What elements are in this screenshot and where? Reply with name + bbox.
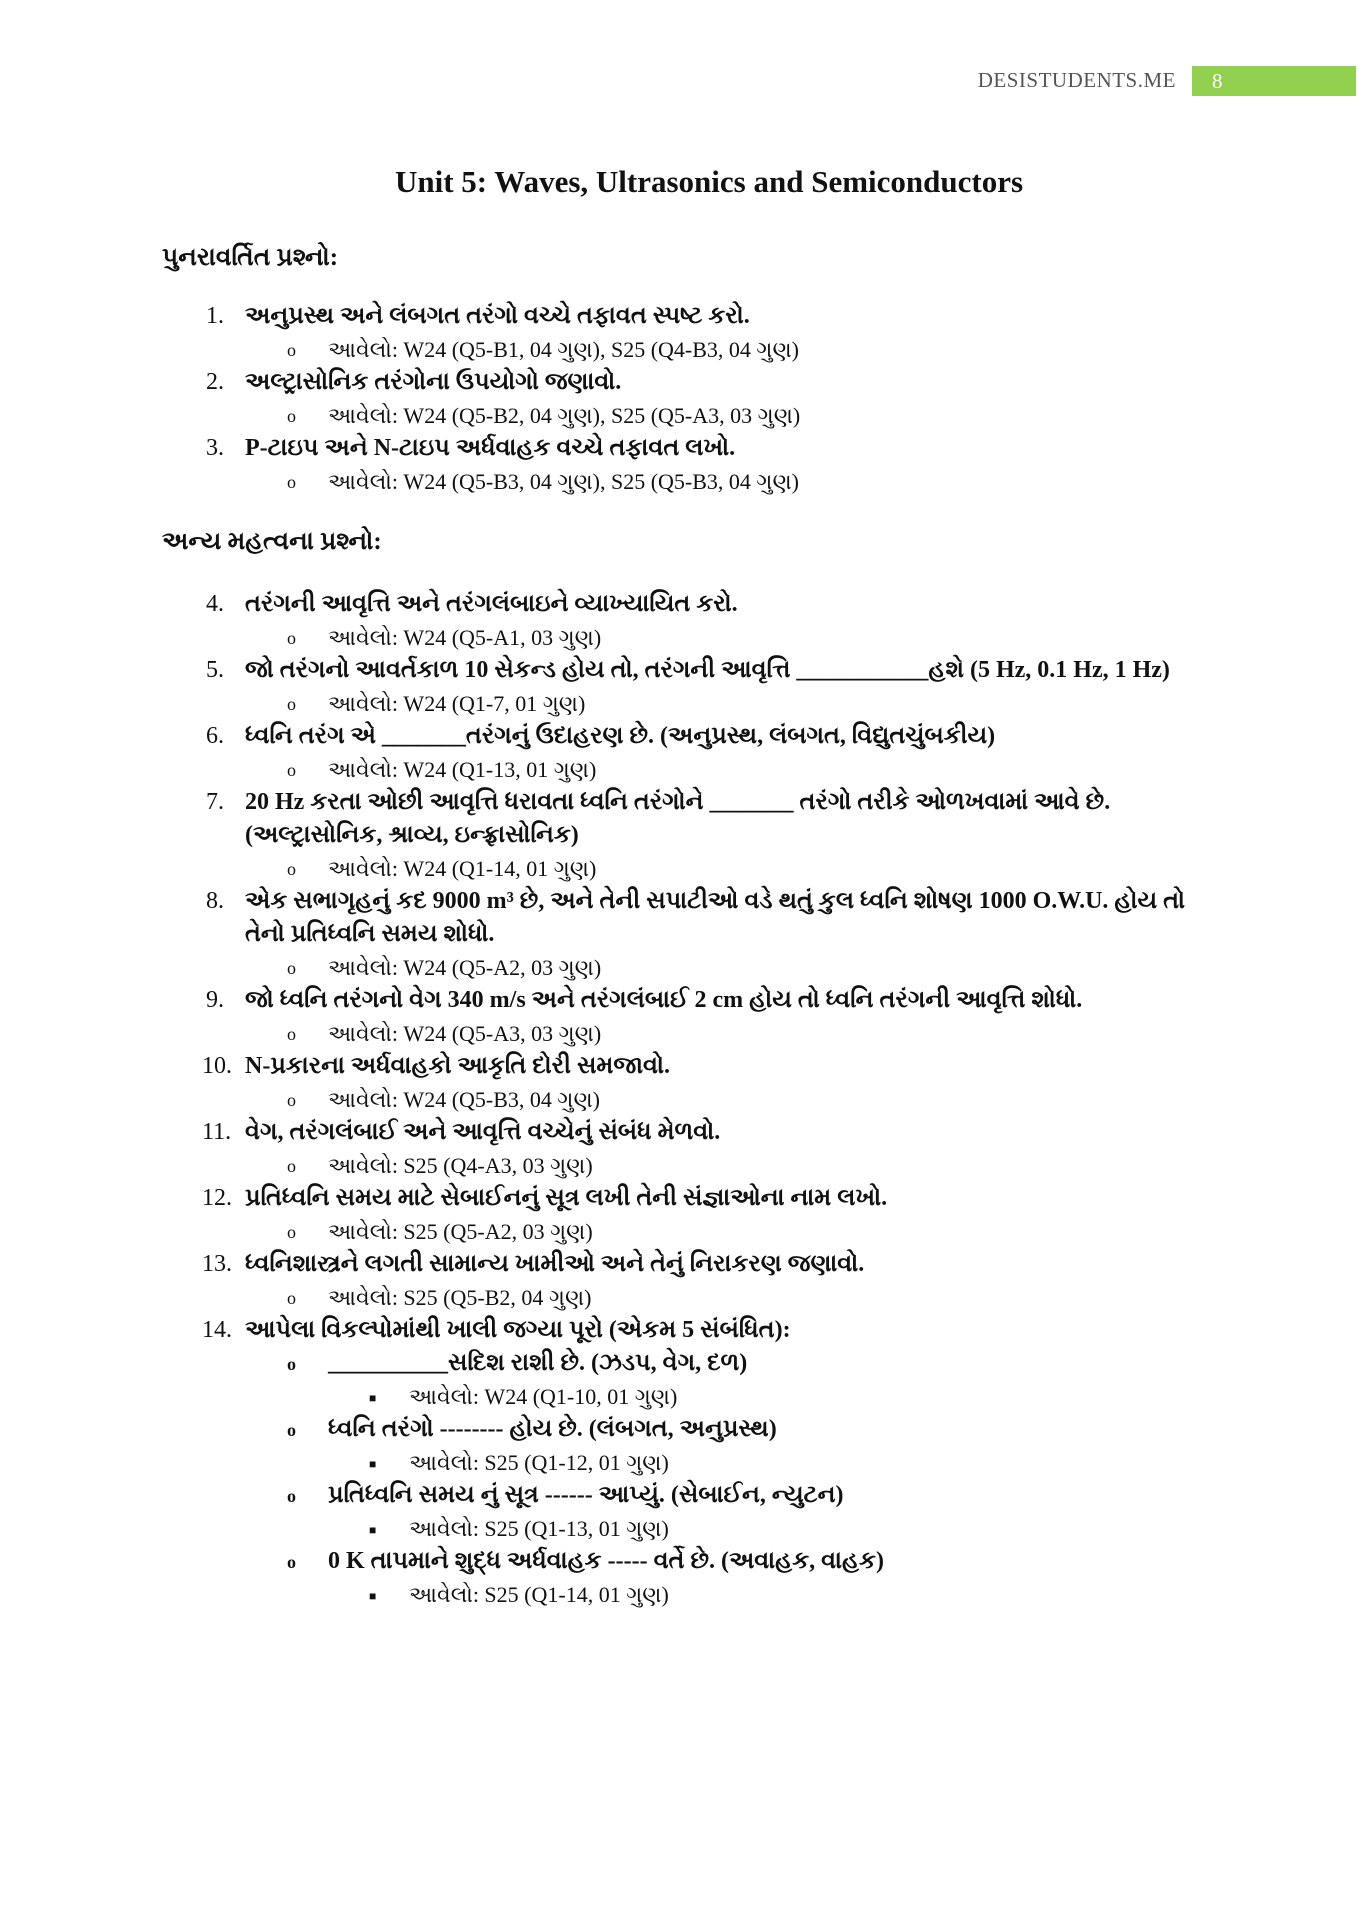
source-text: આવેલો: W24 (Q1-10, 01 ગુણ) <box>409 1384 678 1409</box>
question-item <box>0 1050 1358 1083</box>
blank-fill-text: 0 K તાપમાને શુદ્ધ અર્ધવાહક ----- વર્તે છે. (અવાહક, વાહક) <box>328 1548 884 1574</box>
source-text: આવેલો: W24 (Q5-B3, 04 ગુણ), S25 (Q5-B3, 04 ગુણ) <box>328 469 800 494</box>
source-item <box>0 687 1358 720</box>
question-text: વેગ, તરંગલંબાઈ અને આવૃત્તિ વચ્ચેનું સંબંધ મેળવો. <box>245 1119 721 1145</box>
question-item <box>0 1182 1358 1215</box>
question-text: અલ્ટ્રાસોનિક તરંગોના ઉપયોગો જણાવો. <box>245 369 622 395</box>
question-number: 9. <box>206 987 224 1013</box>
question-number: 6. <box>206 723 224 749</box>
source-text: આવેલો: S25 (Q1-14, 01 ગુણ) <box>409 1582 669 1607</box>
question-number: 14. <box>202 1317 232 1343</box>
square-bullet-icon: ■ <box>369 1457 377 1471</box>
source-item <box>0 1512 1358 1545</box>
source-text: આવેલો: S25 (Q4-A3, 03 ગુણ) <box>328 1153 593 1178</box>
source-text: આવેલો: S25 (Q5-A2, 03 ગુણ) <box>328 1219 593 1244</box>
question-number: 5. <box>206 657 224 683</box>
source-text: આવેલો: W24 (Q1-7, 01 ગુણ) <box>328 691 586 716</box>
blank-fill-item <box>0 1347 1358 1380</box>
square-bullet-icon: ■ <box>369 1523 377 1537</box>
question-text: આપેલા વિકલ્પોમાંથી ખાલી જગ્યા પૂરો (એકમ 5 સંબંધિત): <box>245 1317 791 1343</box>
question-text: N-પ્રકારના અર્ધવાહકો આકૃતિ દોરી સમજાવો. <box>245 1053 670 1079</box>
blank-fill-item <box>0 1479 1358 1512</box>
circle-bullet-icon: o <box>287 1024 296 1044</box>
section-heading-important: અન્ય મહત્વના પ્રશ્નો: <box>162 528 382 555</box>
source-text: આવેલો: W24 (Q5-B2, 04 ગુણ), S25 (Q5-A3, 03 ગુણ) <box>328 403 801 428</box>
question-number: 3. <box>206 435 224 461</box>
question-text: પ્રતિધ્વનિ સમય માટે સેબાઈનનું સૂત્ર લખી તેની સંજ્ઞાઓના નામ લખો. <box>245 1185 888 1211</box>
site-name: DESISTUDENTS.ME <box>977 68 1176 92</box>
source-text: આવેલો: W24 (Q1-13, 01 ગુણ) <box>328 757 597 782</box>
blank-fill-text: __________સદિશ રાશી છે. (ઝડપ, વેગ, દળ) <box>328 1350 748 1376</box>
question-number: 4. <box>206 591 224 617</box>
circle-bullet-icon: o <box>287 1090 296 1110</box>
source-item <box>0 1578 1358 1611</box>
source-item <box>0 1149 1358 1182</box>
source-item <box>0 465 1358 498</box>
source-item <box>0 333 1358 366</box>
circle-bullet-icon: o <box>287 1156 296 1176</box>
question-text: અનુપ્રસ્થ અને લંબગત તરંગો વચ્ચે તફાવત સ્પષ્ટ કરો. <box>245 303 750 329</box>
source-item <box>0 852 1358 885</box>
question-item <box>0 885 1358 951</box>
section-heading-repeated: પુનરાવર્તિત પ્રશ્નો: <box>162 244 339 271</box>
question-item <box>0 1248 1358 1281</box>
source-item <box>0 1017 1358 1050</box>
question-text: તરંગની આવૃત્તિ અને તરંગલંબાઇને વ્યાખ્યાયિત કરો. <box>245 591 738 617</box>
circle-bullet-icon: o <box>287 859 296 879</box>
source-item <box>0 1380 1358 1413</box>
page-number: 8 <box>1192 66 1356 96</box>
question-text: ધ્વનિ તરંગ એ _______તરંગનું ઉદાહરણ છે. (અનુપ્રસ્થ, લંબગત, વિદ્યુતચુંબકીય) <box>245 723 996 749</box>
question-text: ધ્વનિશાસ્ત્રને લગતી સામાન્ય ખામીઓ અને તેનું નિરાકરણ જણાવો. <box>245 1251 865 1277</box>
source-item <box>0 1215 1358 1248</box>
question-item <box>0 654 1358 687</box>
circle-bullet-icon: o <box>287 628 296 648</box>
blank-fill-text: ધ્વનિ તરંગો -------- હોય છે. (લંબગત, અનુપ્રસ્થ) <box>328 1416 777 1442</box>
page-header <box>0 66 1358 96</box>
circle-bullet-icon: o <box>287 1354 296 1374</box>
question-item <box>0 300 1358 333</box>
source-item <box>0 621 1358 654</box>
question-text: એક સભાગૃહનું કદ 9000 m³ છે, અને તેની સપાટીઓ વડે થતું કુલ ધ્વનિ શોષણ 1000 O.W.U. હોય તો તેનો પ્રતિધ્વનિ સમય શોધો. <box>245 888 1186 947</box>
circle-bullet-icon: o <box>287 958 296 978</box>
source-text: આવેલો: W24 (Q1-14, 01 ગુણ) <box>328 856 597 881</box>
circle-bullet-icon: o <box>287 406 296 426</box>
source-text: આવેલો: S25 (Q1-12, 01 ગુણ) <box>409 1450 669 1475</box>
blank-fill-item <box>0 1545 1358 1578</box>
question-item <box>0 432 1358 465</box>
question-text: જો ધ્વનિ તરંગનો વેગ 340 m/s અને તરંગલંબાઈ 2 cm હોય તો ધ્વનિ તરંગની આવૃત્તિ શોધો. <box>245 987 1083 1013</box>
source-text: આવેલો: S25 (Q5-B2, 04 ગુણ) <box>328 1285 592 1310</box>
source-text: આવેલો: W24 (Q5-A2, 03 ગુણ) <box>328 955 602 980</box>
question-item <box>0 786 1358 852</box>
circle-bullet-icon: o <box>287 760 296 780</box>
question-item <box>0 984 1358 1017</box>
circle-bullet-icon: o <box>287 1486 296 1506</box>
source-item <box>0 1446 1358 1479</box>
question-number: 2. <box>206 369 224 395</box>
question-number: 10. <box>202 1053 232 1079</box>
question-number: 1. <box>206 303 224 329</box>
source-text: આવેલો: W24 (Q5-A1, 03 ગુણ) <box>328 625 602 650</box>
question-item <box>0 720 1358 753</box>
source-item <box>0 951 1358 984</box>
question-text: P-ટાઇપ અને N-ટાઇપ અર્ધવાહક વચ્ચે તફાવત લખો. <box>245 435 736 461</box>
source-text: આવેલો: W24 (Q5-A3, 03 ગુણ) <box>328 1021 602 1046</box>
blank-fill-item <box>0 1413 1358 1446</box>
question-number: 12. <box>202 1185 232 1211</box>
question-item <box>0 1314 1358 1347</box>
source-item <box>0 1281 1358 1314</box>
question-number: 7. <box>206 789 224 815</box>
page-title: Unit 5: Waves, Ultrasonics and Semiconductors <box>394 164 1024 199</box>
source-item <box>0 1083 1358 1116</box>
circle-bullet-icon: o <box>287 472 296 492</box>
question-text: જો તરંગનો આવર્તકાળ 10 સેકન્ડ હોય તો, તરંગની આવૃત્તિ ___________હશે (5 Hz, 0.1 Hz, 1 Hz) <box>245 657 1170 683</box>
source-text: આવેલો: W24 (Q5-B1, 04 ગુણ), S25 (Q4-B3, 04 ગુણ) <box>328 337 800 362</box>
question-number: 11. <box>202 1119 232 1145</box>
square-bullet-icon: ■ <box>369 1391 377 1405</box>
repeated-questions-list <box>0 300 1358 498</box>
important-questions-list <box>0 588 1358 1611</box>
question-item <box>0 1116 1358 1149</box>
circle-bullet-icon: o <box>287 1420 296 1440</box>
circle-bullet-icon: o <box>287 1222 296 1242</box>
source-item <box>0 399 1358 432</box>
question-item <box>0 588 1358 621</box>
circle-bullet-icon: o <box>287 340 296 360</box>
blank-fill-text: પ્રતિધ્વનિ સમય નું સૂત્ર ------ આપ્યું. (સેબાઈન, ન્યુટન) <box>328 1482 844 1508</box>
source-text: આવેલો: W24 (Q5-B3, 04 ગુણ) <box>328 1087 600 1112</box>
question-number: 13. <box>202 1251 232 1277</box>
circle-bullet-icon: o <box>287 1288 296 1308</box>
question-number: 8. <box>206 888 224 914</box>
circle-bullet-icon: o <box>287 1552 296 1572</box>
question-item <box>0 366 1358 399</box>
source-text: આવેલો: S25 (Q1-13, 01 ગુણ) <box>409 1516 669 1541</box>
source-item <box>0 753 1358 786</box>
square-bullet-icon: ■ <box>369 1589 377 1603</box>
question-text: 20 Hz કરતા ઓછી આવૃત્તિ ધરાવતા ધ્વનિ તરંગોને _______ તરંગો તરીકે ઓળખવામાં આવે છે. (અલ્ટ્રાસોનિક, શ્રાવ્ય, ઇન્ફ્રાસોનિક) <box>245 789 1111 848</box>
circle-bullet-icon: o <box>287 694 296 714</box>
